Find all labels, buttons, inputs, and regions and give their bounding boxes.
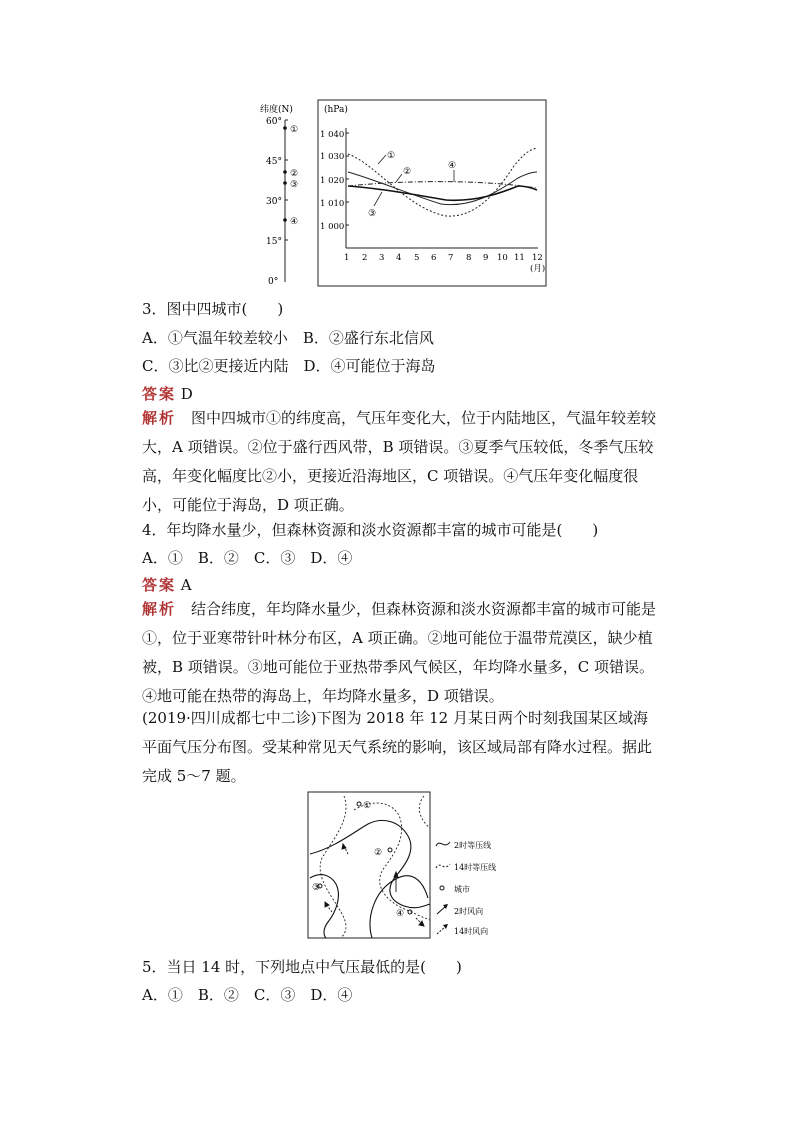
city-mark: ③ — [290, 180, 299, 190]
month-tick: 4 — [396, 253, 402, 263]
city-mark: ④ — [290, 217, 299, 227]
month-tick: 6 — [431, 253, 437, 263]
pressure-tick: 1 030 — [320, 152, 345, 162]
answer-value: A — [180, 576, 192, 594]
question-5-stem: 5．当日 14 时，下列地点中气压最低的是( ) — [142, 958, 462, 976]
city-dot — [357, 802, 361, 806]
pressure-tick: 1 010 — [320, 199, 345, 209]
lat-tick: 15° — [266, 237, 282, 247]
question-5-options: A．① B．② C．③ D．④ — [142, 986, 353, 1004]
month-tick: 2 — [362, 253, 368, 263]
city-dot — [283, 218, 287, 222]
legend-city-symbol — [440, 886, 444, 890]
curve-label: ② — [403, 167, 412, 177]
curve-label: ③ — [368, 209, 377, 219]
pressure-curve-3 — [348, 186, 537, 200]
curve-label: ④ — [448, 161, 457, 171]
answer-label: 答案 — [142, 576, 177, 594]
question-4-answer — [142, 574, 662, 596]
month-tick: 5 — [414, 253, 420, 263]
month-tick: 9 — [483, 253, 489, 263]
question-3-options-ab: A．①气温年较差较小 B．②盛行东北信风 — [142, 329, 434, 347]
explain-text: 图中四城市①的纬度高，气压年变化大，位于内陆地区，气温年较差较大，A 项错误。②位于盛行西风带，B 项错误。③夏季气压较低，冬季气压较高，年变化幅度比②小，更接近沿海地区，C 项错误。④气压年变化幅度很小，可能位于海岛，D 项正确。 — [142, 409, 657, 514]
map-point: ③ — [312, 883, 321, 893]
isobar-14h — [354, 803, 430, 920]
isobar-14h — [320, 796, 346, 938]
section-intro: (2019·四川成都七中二诊)下图为 2018 年 12 月某日两个时刻我国某区域海平面气压分布图。受某种常见天气系统的影响，该区域局部有降水过程。据此完成 5～7 题。 — [142, 709, 653, 785]
explain-label: 解析 — [142, 600, 177, 618]
legend-label: 2时风向 — [454, 907, 484, 916]
month-tick: 10 — [497, 253, 508, 263]
pressure-tick: 1 020 — [320, 176, 345, 186]
legend-label: 14时风向 — [454, 927, 489, 936]
month-tick: 8 — [466, 253, 472, 263]
question-4-options: A．① B．② C．③ D．④ — [142, 549, 353, 567]
question-3-options-cd: C．③比②更接近内陆 D．④可能位于海岛 — [142, 357, 436, 375]
legend-label: 城市 — [454, 885, 470, 894]
pressure-tick: 1 040 — [320, 130, 345, 140]
question-3-answer — [142, 383, 662, 405]
month-unit: (月) — [530, 264, 546, 274]
lat-axis-label: 纬度(N) — [260, 105, 293, 115]
legend-label: 2时等压线 — [454, 841, 492, 850]
isobar-2h — [310, 820, 430, 907]
month-tick: 7 — [448, 253, 454, 263]
city-mark: ② — [290, 169, 299, 179]
city-mark: ① — [290, 125, 299, 135]
legend-label: 14时等压线 — [454, 863, 497, 872]
city-dot — [283, 126, 287, 130]
explain-label: 解析 — [142, 409, 177, 427]
question-4-stem: 4．年均降水量少，但森林资源和淡水资源都丰富的城市可能是( ) — [142, 521, 599, 539]
legend-14h-wind-symbol — [437, 926, 446, 934]
pressure-curve-4 — [348, 182, 537, 188]
isobar-14h — [419, 796, 430, 828]
lat-tick: 45° — [266, 157, 282, 167]
city-dot — [283, 170, 287, 174]
legend-14h-isobar-symbol — [436, 864, 450, 868]
question-4-explanation — [142, 595, 662, 711]
map-point: ① — [363, 801, 372, 811]
map-point: ④ — [396, 909, 405, 919]
curve-label: ① — [387, 151, 396, 161]
lat-tick: 60° — [266, 117, 282, 127]
question-3-explanation — [142, 404, 662, 520]
lat-tick: 30° — [266, 197, 282, 207]
legend-2h-isobar-symbol — [436, 842, 450, 846]
city-dot — [388, 848, 392, 852]
month-tick: 1 — [344, 253, 350, 263]
pressure-tick: 1 000 — [320, 222, 345, 232]
city-dot — [283, 181, 287, 185]
month-tick: 12 — [532, 253, 543, 263]
explain-text: 结合纬度，年均降水量少，但森林资源和淡水资源都丰富的城市可能是①，位于亚寒带针叶林分布区，A 项正确。②地可能位于温带荒漠区，缺少植被，B 项错误。③地可能位于亚热带季风气候区，年均降水量多，C 项错误。④地可能在热带的海岛上，年均降水量多，D 项错误。 — [142, 600, 657, 705]
answer-value: D — [180, 385, 193, 403]
lat-tick: 0° — [268, 277, 279, 287]
answer-label: 答案 — [142, 385, 177, 403]
map-frame — [308, 792, 430, 938]
pressure-unit: (hPa) — [324, 105, 348, 115]
isobar-map-figure — [304, 788, 526, 944]
month-tick: 11 — [514, 253, 525, 263]
pressure-chart-figure — [256, 98, 548, 290]
map-point: ② — [374, 848, 383, 858]
month-tick: 3 — [379, 253, 385, 263]
legend-2h-wind-symbol — [437, 906, 446, 914]
question-3-stem: 3．图中四城市( ) — [142, 300, 284, 318]
